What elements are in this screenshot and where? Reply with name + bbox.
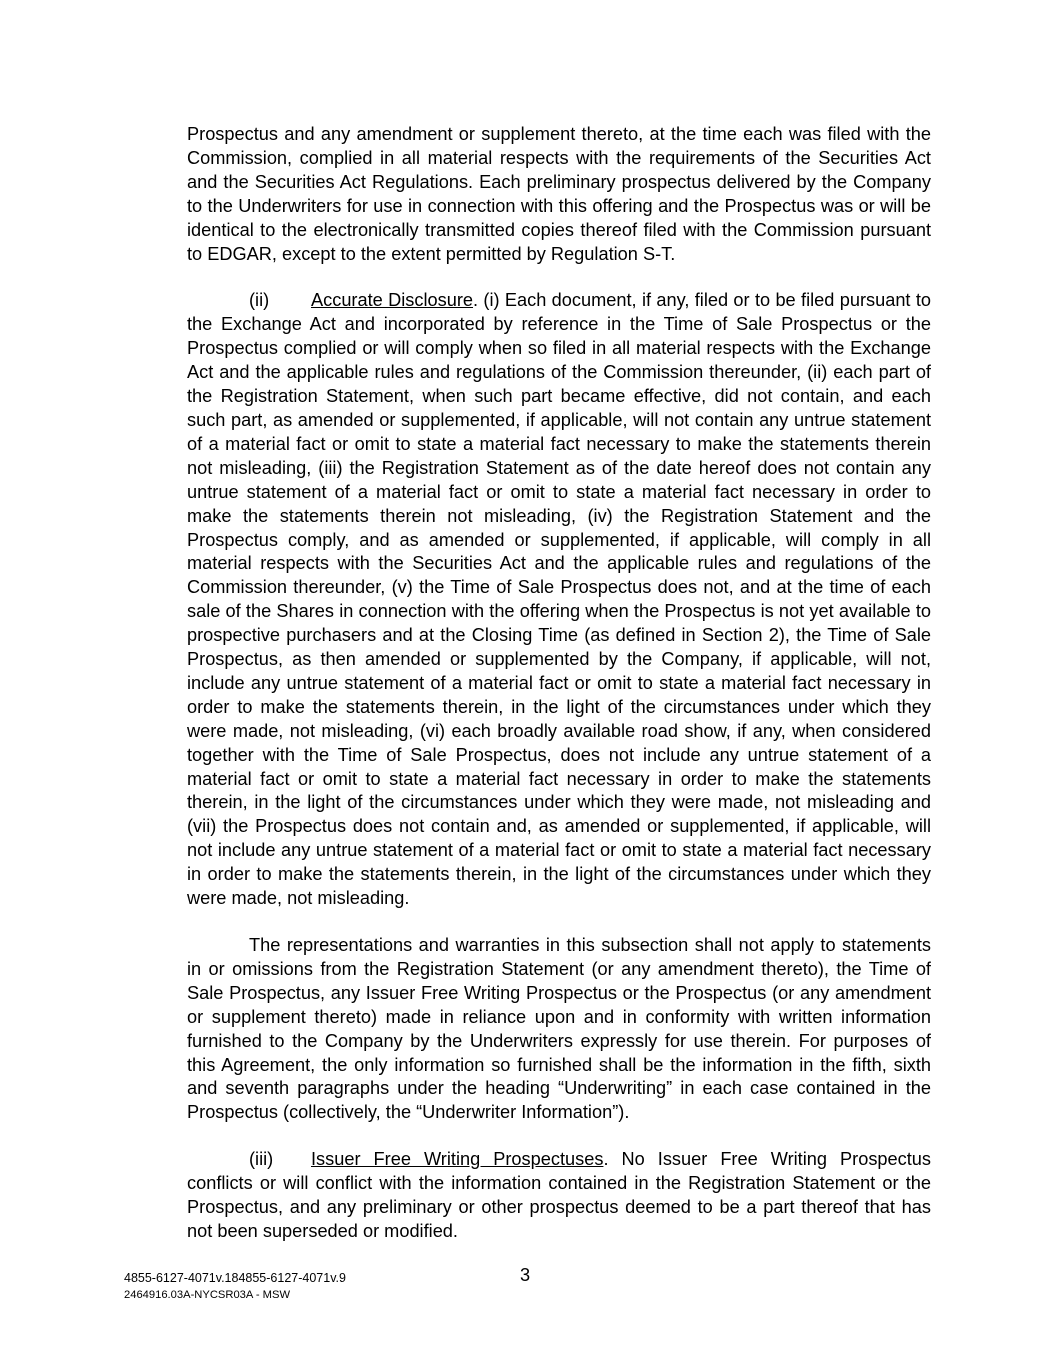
footer-doc-id: 4855-6127-4071v.184855-6127-4071v.9 [124, 1271, 346, 1285]
page-number: 3 [520, 1265, 531, 1285]
section-text: . No Issuer Free Writing Prospectus conflicts or will conflict with the information contained in the Registration Statement or the Prospectus, and any preliminary or other prospectus deemed to be a part thereof that has not been superseded or modified. [187, 1149, 931, 1241]
section-heading: Accurate Disclosure [311, 290, 474, 311]
paragraph-representations: The representations and warranties in this subsection shall not apply to statements in or omissions from the Registration Statement (or any amendment thereto), the Time of Sale Prospectus, any Issuer Free Writing Prospectus or the Prospectus (or any amendment or supplement thereto) made in reliance upon and in conformity with written information furnished to the Company by the Underwriters expressly for use therein. For purposes of this Agreement, the only information so furnished shall be the information in the fifth, sixth and seventh paragraphs under the heading “Underwriting” in each case contained in the Prospectus (collectively, the “Underwriter Information”). [187, 935, 931, 1123]
section-issuer-free-writing [187, 1148, 931, 1244]
section-number: (iii) [249, 1149, 274, 1170]
footer-ref: 2464916.03A-NYCSR03A - MSW [124, 1289, 291, 1301]
section-number: (ii) [249, 290, 270, 311]
footer-doc-ids [124, 1270, 346, 1304]
document-body [187, 123, 931, 1244]
section-accurate-disclosure [187, 289, 931, 911]
section-text: . (i) Each document, if any, filed or to be filed pursuant to the Exchange Act and incorporated by reference in the Time of Sale Prospectus or the Prospectus complied or will comply when so filed in all material respects with the Exchange Act and the applicable rules and regulations of the Commission thereunder, (ii) each part of the Registration Statement, when such part became effective, did not contain, and each such part, as amended or supplemented, if applicable, will not contain any untrue statement of a material fact or omit to state a material fact necessary to make the statements therein not misleading, (iii) the Registration Statement as of the date hereof does not contain any untrue statement of a material fact or omit to state a material fact necessary in order to make the statements therein not misleading, (iv) the Registration Statement and the Prospectus comply, and as amended or supplemented, if applicable, will comply in all material respects with the Securities Act and the applicable rules and regulations of the Commission thereunder, (v) the Time of Sale Prospectus does not, and at the time of each sale of the Shares in connection with the offering when the Prospectus is not yet available to prospective purchasers and at the Closing Time (as defined in Section 2), the Time of Sale Prospectus, as then amended or supplemented by the Company, if applicable, will not, include any untrue statement of a material fact or omit to state a material fact necessary in order to make the statements therein, in the light of the circumstances under which they were made, not misleading, (vi) each broadly available road show, if any, when considered together with the Time of Sale Prospectus, does not include any untrue statement of a material fact or omit to state a material fact necessary in order to make the statements therein, in the light of the circumstances under which they were made, not misleading and (vii) the Prospectus does not contain and, as amended or supplemented, if applicable, will not include any untrue statement of a material fact or omit to state a material fact necessary in order to make the statements therein, in the light of the circumstances under which they were made, not misleading. [187, 290, 931, 909]
paragraph-continuation: Prospectus and any amendment or supplement thereto, at the time each was filed with the Commission, complied in all material respects with the requirements of the Securities Act and the Securities Act Regulations. Each preliminary prospectus delivered by the Company to the Underwriters for use in connection with this offering and the Prospectus was or will be identical to the electronically transmitted copies thereof filed with the Commission pursuant to EDGAR, except to the extent permitted by Regulation S-T. [187, 124, 931, 264]
section-heading: Issuer Free Writing Prospectuses [311, 1149, 604, 1170]
